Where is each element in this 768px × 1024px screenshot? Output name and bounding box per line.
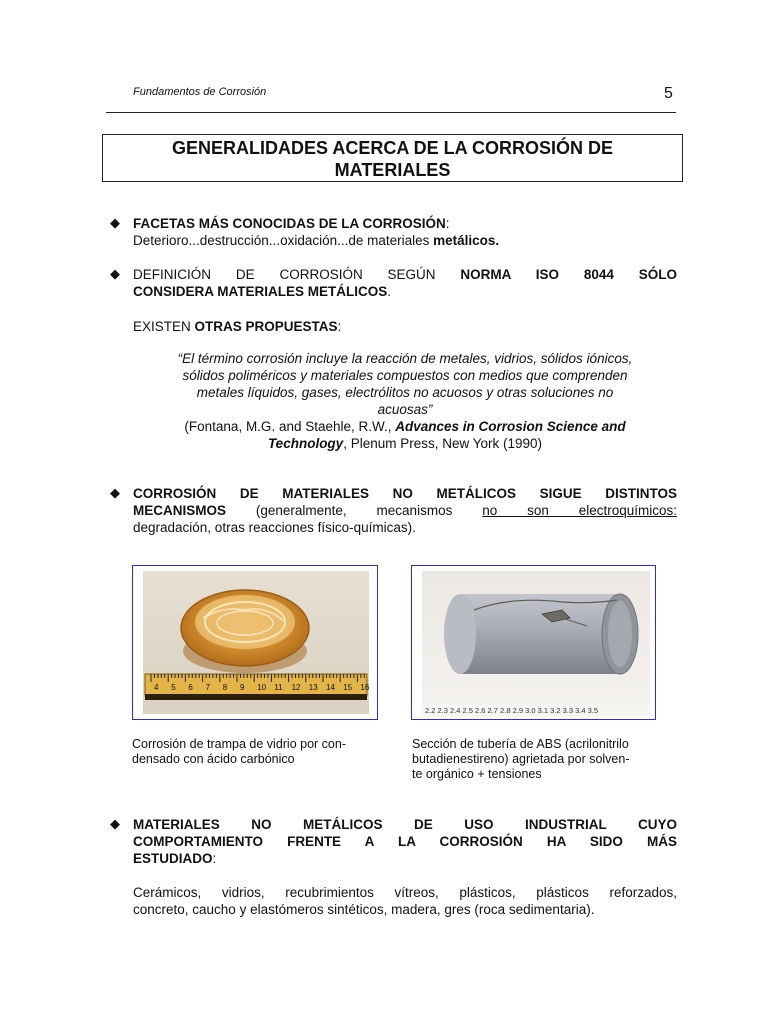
definicion-plain: DEFINICIÓN DE CORROSIÓN SEGÚN xyxy=(133,267,461,282)
definicion-line2-end: . xyxy=(387,284,392,299)
ruler-label: 12 xyxy=(291,683,301,692)
facetas-colon: : xyxy=(445,216,450,231)
citation-end: , Plenum Press, New York (1990) xyxy=(343,436,543,451)
figure-2-caption xyxy=(412,737,672,782)
section-materiales-industriales xyxy=(133,816,677,867)
section-materials-list xyxy=(133,884,677,918)
facetas-bold-end: metálicos. xyxy=(433,233,500,248)
industriales-line-3-end: : xyxy=(212,851,217,866)
ruler-label: 5 xyxy=(171,683,176,692)
ruler-label: 13 xyxy=(308,683,318,692)
industriales-line-1: MATERIALES NO METÁLICOS DE USO INDUSTRIAL CUYO xyxy=(133,817,677,832)
no-metalicos-line3: degradación, otras reacciones físico-químicas). xyxy=(133,520,416,535)
definicion-bold: NORMA ISO 8044 SÓLO xyxy=(460,267,677,282)
header-rule xyxy=(106,112,676,113)
ruler-label: 10 xyxy=(257,683,267,692)
definicion-line2-bold: CONSIDERA MATERIALES METÁLICOS xyxy=(133,284,388,299)
ruler-label: 11 xyxy=(274,683,283,692)
no-electroquimicos-underline: no son electroquímicos: xyxy=(482,503,678,518)
glass-trap-photo xyxy=(133,566,377,719)
diamond-bullet-icon: ◆ xyxy=(110,816,120,831)
ruler-label: 9 xyxy=(240,683,245,692)
ruler-label: 7 xyxy=(205,683,211,692)
diamond-bullet-icon: ◆ xyxy=(110,485,120,500)
ruler-label: 6 xyxy=(188,683,193,692)
diamond-bullet-icon: ◆ xyxy=(110,215,120,230)
quote-line-2: sólidos poliméricos y materiales compuestos con medios que comprenden xyxy=(182,368,628,383)
running-header-title: Fundamentos de Corrosión xyxy=(133,86,267,98)
otras-bold: OTRAS PROPUESTAS xyxy=(194,319,338,334)
facetas-text: Deterioro...destrucción...oxidación...de materiales xyxy=(133,233,434,248)
caption-1-line-2: densado con ácido carbónico xyxy=(132,752,295,766)
citation-bold-2: Technology xyxy=(267,436,344,451)
main-title-line-2: MATERIALES xyxy=(334,160,451,180)
ruler-label: 15 xyxy=(343,683,353,692)
materials-list-line-1: Cerámicos, vidrios, recubrimientos vítreos, plásticos, plásticos reforzados, xyxy=(133,885,677,900)
main-title-box xyxy=(102,134,683,182)
main-title-line-1: GENERALIDADES ACERCA DE LA CORROSIÓN DE xyxy=(171,138,614,158)
industriales-line-2: COMPORTAMIENTO FRENTE A LA CORROSIÓN HA SIDO MÁS xyxy=(133,834,677,849)
definition-quote xyxy=(145,350,665,452)
abs-pipe-photo xyxy=(412,566,655,719)
ruler-label: 4 xyxy=(154,683,159,692)
ruler-label: 16 xyxy=(360,683,370,692)
citation-bold-1: Advances in Corrosion Science and xyxy=(395,419,626,434)
industriales-line-3-bold: ESTUDIADO xyxy=(133,851,213,866)
caption-2-line-1: Sección de tubería de ABS (acrilonitrilo xyxy=(412,737,629,751)
section-no-metalicos xyxy=(133,485,677,536)
materials-list-line-2: concreto, caucho y elastómeros sintéticos, madera, gres (roca sedimentaria). xyxy=(133,902,595,917)
caption-2-line-2: butadienestireno) agrietada por solven- xyxy=(412,752,630,766)
mecanismos-bold: MECANISMOS xyxy=(133,503,227,518)
section-definicion xyxy=(133,266,677,300)
caption-2-line-3: te orgánico + tensiones xyxy=(412,767,542,781)
figure-abs-pipe xyxy=(411,565,656,720)
ruler-label: 14 xyxy=(326,683,335,692)
facetas-heading: FACETAS MÁS CONOCIDAS DE LA CORROSIÓN xyxy=(133,216,446,231)
ruler-label: 8 xyxy=(222,683,228,692)
otras-plain: EXISTEN xyxy=(133,319,195,334)
quote-line-1: “El término corrosión incluye la reacción de metales, vidrios, sólidos iónicos, xyxy=(177,351,633,366)
section-otras-propuestas xyxy=(133,318,677,335)
figure-glass-trap xyxy=(132,565,378,720)
pipe-ruler-labels: 2.2 2.3 2.4 2.5 2.6 2.7 2.8 2.9 3.0 3.1 3.2 3.3 3.4 3.5 xyxy=(425,706,599,715)
quote-line-4: acuosas” xyxy=(377,402,433,417)
quote-line-3: metales líquidos, gases, electrólitos no acuosos y otras soluciones no xyxy=(196,385,614,400)
no-metalicos-line1: CORROSIÓN DE MATERIALES NO METÁLICOS SIGUE DISTINTOS xyxy=(133,486,677,501)
quote-citation-line-2 xyxy=(145,435,665,452)
citation-plain: (Fontana, M.G. and Staehle, R.W., xyxy=(184,419,396,434)
page-number: 5 xyxy=(664,85,673,102)
section-facetas xyxy=(133,215,677,249)
figure-1-caption xyxy=(132,737,382,767)
caption-1-line-1: Corrosión de trampa de vidrio por con- xyxy=(132,737,346,751)
diamond-bullet-icon: ◆ xyxy=(110,266,120,281)
mecanismos-plain: (generalmente, mecanismos xyxy=(226,503,483,518)
quote-citation-line-1 xyxy=(145,418,665,435)
otras-colon: : xyxy=(337,319,342,334)
